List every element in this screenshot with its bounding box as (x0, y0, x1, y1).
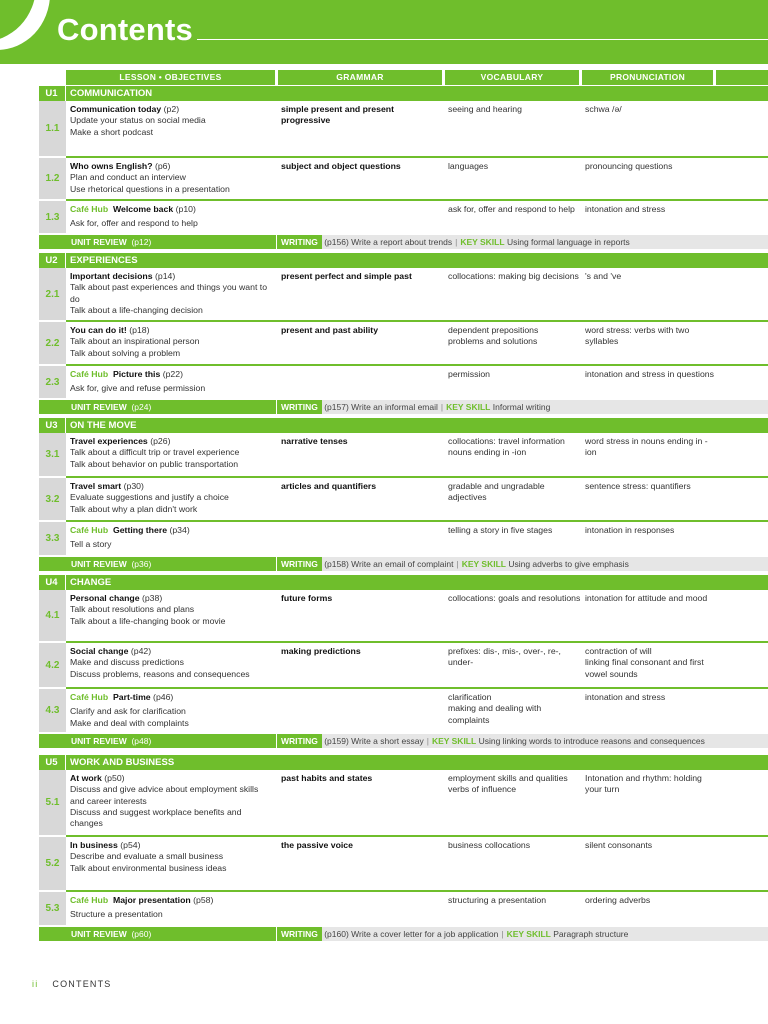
lesson-row (39, 689, 768, 732)
lesson-objective: Talk about solving a problem (70, 347, 181, 358)
writing-task: (p160) Write a cover letter for a job application (324, 929, 499, 939)
lesson-row (39, 770, 768, 835)
column-header-grammar: GRAMMAR (278, 70, 442, 85)
key-skill-label: KEY SKILL (506, 929, 551, 939)
lesson-row (39, 366, 768, 398)
lesson-vocabulary: telling a story in five stages (448, 525, 553, 535)
unit-separator (65, 575, 66, 590)
unit-title: ON THE MOVE (70, 420, 137, 431)
lesson-title-line (70, 840, 275, 851)
key-skill-label: KEY SKILL (461, 559, 506, 569)
lesson-title-line (70, 525, 275, 536)
lesson-title[interactable]: Communication today (70, 104, 162, 114)
lesson-objective: Describe and evaluate a small business (70, 851, 224, 862)
unit-review-page: (p36) (131, 559, 152, 569)
writing-task: (p156) Write a report about trends (324, 237, 453, 247)
cafe-hub-label: Café Hub (70, 369, 109, 379)
lesson-objective: Talk about a life-changing book or movie (70, 615, 226, 626)
lesson-grammar: simple present and present progressive (281, 104, 394, 126)
lesson-row (39, 522, 768, 555)
unit-review-label: UNIT REVIEW (71, 402, 127, 412)
lesson-grammar: present and past ability (281, 325, 379, 335)
lesson-page: (p18) (129, 325, 150, 335)
lesson-number: 5.3 (39, 892, 66, 925)
lesson-grammar: subject and object questions (281, 161, 401, 171)
lesson-objectives (70, 646, 275, 680)
lesson-pronunciation: intonation in responses (585, 525, 675, 535)
lesson-number: 1.3 (39, 201, 66, 233)
unit-header (39, 575, 768, 590)
lesson-vocabulary: collocations: making big decisions (448, 271, 579, 281)
unit-review-page: (p24) (131, 402, 152, 412)
unit-review[interactable] (66, 557, 276, 571)
lesson-title-line (70, 369, 275, 380)
lesson-objective: Talk about why a plan didn't work (70, 503, 198, 514)
lesson-row (39, 268, 768, 320)
lesson-title-line (70, 593, 275, 604)
lesson-objective: Use rhetorical questions in a presentation (70, 183, 230, 194)
unit-header (39, 86, 768, 101)
writing-section (277, 235, 768, 249)
unit-title: EXPERIENCES (70, 255, 138, 266)
writing-task: (p157) Write an informal email (324, 402, 438, 412)
lesson-grammar: the passive voice (281, 840, 353, 850)
lesson-objective: Talk about environmental business ideas (70, 862, 227, 873)
lesson-objective: Talk about resolutions and plans (70, 604, 195, 615)
lesson-title-line (70, 271, 275, 282)
key-skill-label: KEY SKILL (431, 736, 477, 746)
lesson-objectives (70, 204, 275, 230)
lesson-vocabulary: languages (448, 161, 489, 171)
writing-label: WRITING (277, 557, 322, 571)
lesson-row (39, 433, 768, 476)
lesson-objective: Evaluate suggestions and justify a choice (70, 492, 229, 503)
unit-separator (65, 253, 66, 268)
lesson-row (39, 101, 768, 156)
lesson-page: (p2) (163, 104, 180, 114)
unit-code: U2 (45, 255, 58, 266)
separator: | (440, 402, 444, 412)
lesson-title[interactable]: Travel smart (70, 481, 122, 491)
lesson-title[interactable]: Part-time (112, 692, 151, 702)
lesson-pronunciation: ordering adverbs (585, 895, 651, 905)
review-number-cell (39, 235, 66, 249)
lesson-objective: Tell a story (70, 539, 112, 550)
writing-label: WRITING (277, 235, 322, 249)
unit-review-row (39, 400, 768, 414)
unit-review-row (39, 557, 768, 571)
review-number-cell (39, 734, 66, 748)
lesson-row (39, 322, 768, 364)
lesson-pronunciation: silent consonants (585, 840, 653, 850)
writing-section (277, 400, 768, 414)
lesson-row (39, 201, 768, 233)
lesson-objectives (70, 481, 275, 515)
lesson-number: 3.3 (39, 522, 66, 555)
lesson-pronunciation: Intonation and rhythm: holding your turn (585, 773, 702, 795)
unit-review-page: (p12) (131, 237, 152, 247)
lesson-vocabulary: permission (448, 369, 491, 379)
lesson-objective: Discuss problems, reasons and consequences (70, 668, 250, 679)
lesson-vocabulary: prefixes: dis-, mis-, over-, re-, under- (448, 646, 561, 668)
lesson-objective: Make and discuss predictions (70, 657, 184, 668)
lesson-row (39, 158, 768, 199)
writing-label: WRITING (277, 734, 322, 748)
separator: | (455, 237, 458, 247)
lesson-vocabulary: collocations: goals and resolutions (448, 593, 581, 603)
lesson-objective: Structure a presentation (70, 909, 163, 920)
lesson-row (39, 590, 768, 641)
separator: | (501, 929, 504, 939)
lesson-title[interactable]: Travel experiences (70, 436, 148, 446)
lesson-objectives (70, 161, 275, 195)
lesson-title[interactable]: Picture this (112, 369, 161, 379)
column-header-lesson: LESSON • OBJECTIVES (66, 70, 275, 85)
lesson-number: 1.1 (39, 101, 66, 156)
lesson-page: (p38) (141, 593, 163, 603)
lesson-objectives (70, 840, 275, 874)
column-header-extra (716, 70, 768, 85)
footer (32, 979, 112, 989)
lesson-number: 3.1 (39, 433, 66, 476)
unit-review-page: (p48) (131, 736, 152, 746)
page-title: Contents (57, 12, 193, 47)
lesson-number: 1.2 (39, 158, 66, 199)
lesson-title-line (70, 161, 275, 172)
lesson-pronunciation: intonation and stress in questions (585, 369, 714, 379)
lesson-title[interactable]: Welcome back (112, 204, 174, 214)
title-rule (197, 39, 768, 40)
lesson-row (39, 837, 768, 890)
lesson-title[interactable]: Major presentation (112, 895, 191, 905)
lesson-objective: Clarify and ask for clarification (70, 706, 186, 717)
lesson-page: (p50) (104, 773, 125, 783)
key-skill-text: Using formal language in reports (506, 237, 630, 247)
lesson-vocabulary: ask for, offer and respond to help (448, 204, 575, 214)
lesson-pronunciation: schwa /ə/ (585, 104, 622, 114)
lesson-vocabulary: seeing and hearing (448, 104, 522, 114)
lesson-number: 2.2 (39, 322, 66, 364)
unit-code: U3 (45, 420, 58, 431)
lesson-objective: Ask for, give and refuse permission (70, 383, 206, 394)
lesson-pronunciation: sentence stress: quantifiers (585, 481, 691, 491)
key-skill-text: Paragraph structure (553, 929, 629, 939)
lesson-grammar: future forms (281, 593, 333, 603)
key-skill-label: KEY SKILL (460, 237, 505, 247)
separator: | (426, 736, 429, 746)
lesson-objectives (70, 692, 275, 729)
lesson-objectives (70, 369, 275, 395)
unit-title: COMMUNICATION (70, 88, 153, 99)
writing-task: (p158) Write an email of complaint (324, 559, 454, 569)
lesson-title[interactable]: At work (70, 773, 102, 783)
column-header-vocabulary: VOCABULARY (445, 70, 579, 85)
unit-review-row (39, 235, 768, 249)
writing-section (277, 734, 768, 748)
lesson-title-line (70, 646, 275, 657)
review-number-cell (39, 557, 66, 571)
lesson-objective: Talk about a difficult trip or travel experience (70, 447, 240, 458)
lesson-title[interactable]: Getting there (112, 525, 168, 535)
cafe-hub-label: Café Hub (70, 692, 109, 702)
lesson-title[interactable]: You can do it! (70, 325, 127, 335)
lesson-number: 4.3 (39, 689, 66, 732)
lesson-number: 4.1 (39, 590, 66, 641)
lesson-objective: Make a short podcast (70, 126, 154, 137)
lesson-pronunciation: pronouncing questions (585, 161, 673, 171)
lesson-grammar: narrative tenses (281, 436, 348, 446)
footer-page-number: ii (32, 979, 39, 989)
unit-review-row (39, 734, 768, 748)
key-skill-text: Using adverbs to give emphasis (508, 559, 629, 569)
lesson-objective: Plan and conduct an interview (70, 172, 186, 183)
unit-code: U1 (45, 88, 58, 99)
lesson-number: 2.1 (39, 268, 66, 320)
lesson-title-line (70, 436, 275, 447)
footer-label: CONTENTS (52, 979, 112, 989)
lesson-objectives (70, 895, 275, 921)
lesson-title[interactable]: Important decisions (70, 271, 153, 281)
lesson-vocabulary: gradable and ungradable adjectives (448, 481, 545, 503)
unit-review[interactable] (66, 235, 276, 249)
lesson-number: 5.2 (39, 837, 66, 890)
writing-section (277, 927, 768, 941)
lesson-objective: Make and deal with complaints (70, 717, 189, 728)
lesson-page: (p34) (169, 525, 190, 535)
key-skill-label: KEY SKILL (446, 402, 491, 412)
lesson-title-line (70, 481, 275, 492)
lesson-page: (p22) (162, 369, 183, 379)
lesson-objectives (70, 593, 275, 627)
key-skill-text: Using linking words to introduce reasons and consequences (478, 736, 705, 746)
unit-header (39, 418, 768, 433)
lesson-title-line (70, 104, 275, 115)
lesson-page: (p42) (130, 646, 152, 656)
unit-code: U5 (45, 757, 58, 768)
lesson-grammar: past habits and states (281, 773, 373, 783)
lesson-objectives (70, 773, 275, 829)
lesson-objective: Ask for, offer and respond to help (70, 218, 198, 229)
unit-header (39, 253, 768, 268)
lesson-title-line (70, 773, 275, 784)
unit-review-label: UNIT REVIEW (71, 736, 127, 746)
cafe-hub-label: Café Hub (70, 525, 109, 535)
writing-task: (p159) Write a short essay (324, 736, 424, 746)
lesson-pronunciation: contraction of will linking final consonant and first vowel sounds (585, 646, 704, 679)
lesson-row (39, 892, 768, 925)
unit-review[interactable] (66, 927, 276, 941)
lesson-title-line (70, 895, 275, 906)
lesson-vocabulary: clarification making and dealing with complaints (448, 692, 542, 725)
unit-separator (65, 755, 66, 770)
lesson-vocabulary: collocations: travel information nouns ending in -ion (448, 436, 565, 458)
lesson-objective: Talk about behavior on public transportation (70, 458, 239, 469)
lesson-vocabulary: employment skills and qualities verbs of influence (448, 773, 568, 795)
lesson-number: 2.3 (39, 366, 66, 398)
lesson-title[interactable]: Social change (70, 646, 129, 656)
unit-review-label: UNIT REVIEW (71, 559, 127, 569)
lesson-grammar: present perfect and simple past (281, 271, 412, 281)
unit-header (39, 755, 768, 770)
lesson-title-line (70, 325, 275, 336)
unit-title: WORK AND BUSINESS (70, 757, 175, 768)
lesson-number: 5.1 (39, 770, 66, 835)
lesson-grammar: making predictions (281, 646, 361, 656)
cafe-hub-label: Café Hub (70, 204, 109, 214)
lesson-number: 4.2 (39, 643, 66, 687)
lesson-objective: Talk about a life-changing decision (70, 304, 203, 315)
writing-label: WRITING (277, 927, 322, 941)
lesson-pronunciation: intonation and stress (585, 692, 666, 702)
cafe-hub-label: Café Hub (70, 895, 109, 905)
unit-review[interactable] (66, 734, 276, 748)
lesson-objective: Discuss and suggest workplace benefits and changes (70, 806, 242, 829)
lesson-objectives (70, 525, 275, 551)
lesson-page: (p6) (154, 161, 171, 171)
lesson-vocabulary: dependent prepositions problems and solutions (448, 325, 539, 347)
unit-code: U4 (45, 577, 58, 588)
lesson-objective: Discuss and give advice about employment skills and career interests (70, 784, 259, 806)
lesson-grammar: articles and quantifiers (281, 481, 377, 491)
unit-review[interactable] (66, 400, 276, 414)
lesson-page: (p58) (193, 895, 214, 905)
unit-separator (65, 86, 66, 101)
column-header-pronunciation: PRONUNCIATION (582, 70, 713, 85)
lesson-page: (p14) (154, 271, 176, 281)
lesson-objectives (70, 104, 275, 138)
lesson-pronunciation: intonation and stress (585, 204, 666, 214)
unit-review-row (39, 927, 768, 941)
lesson-row (39, 478, 768, 520)
unit-review-label: UNIT REVIEW (71, 929, 127, 939)
lesson-vocabulary: business collocations (448, 840, 531, 850)
unit-review-label: UNIT REVIEW (71, 237, 127, 247)
lesson-objective: Update your status on social media (70, 115, 206, 126)
unit-title: CHANGE (70, 577, 112, 588)
lesson-title[interactable]: Personal change (70, 593, 140, 603)
lesson-objective: Talk about past experiences and things you want to do (70, 282, 268, 304)
lesson-pronunciation: 's and 've (585, 271, 622, 281)
writing-label: WRITING (277, 400, 322, 414)
unit-separator (65, 418, 66, 433)
lesson-row (39, 643, 768, 687)
lesson-page: (p30) (123, 481, 144, 491)
lesson-pronunciation: word stress: verbs with two syllables (585, 325, 690, 347)
lesson-objectives (70, 325, 275, 359)
lesson-page: (p46) (153, 692, 174, 702)
lesson-page: (p10) (175, 204, 196, 214)
lesson-pronunciation: intonation for attitude and mood (585, 593, 708, 603)
lesson-number: 3.2 (39, 478, 66, 520)
lesson-objectives (70, 271, 275, 316)
lesson-page: (p54) (120, 840, 141, 850)
lesson-title-line (70, 692, 275, 703)
lesson-page: (p26) (150, 436, 171, 446)
lesson-title[interactable]: In business (70, 840, 118, 850)
review-number-cell (39, 400, 66, 414)
lesson-pronunciation: word stress in nouns ending in -ion (585, 436, 708, 458)
key-skill-text: Informal writing (492, 402, 551, 412)
lesson-title-line (70, 204, 275, 215)
lesson-objective: Talk about an inspirational person (70, 336, 200, 347)
review-number-cell (39, 927, 66, 941)
lesson-vocabulary: structuring a presentation (448, 895, 547, 905)
separator: | (456, 559, 459, 569)
lesson-objectives (70, 436, 275, 470)
writing-section (277, 557, 768, 571)
unit-review-page: (p60) (131, 929, 152, 939)
lesson-title[interactable]: Who owns English? (70, 161, 153, 171)
